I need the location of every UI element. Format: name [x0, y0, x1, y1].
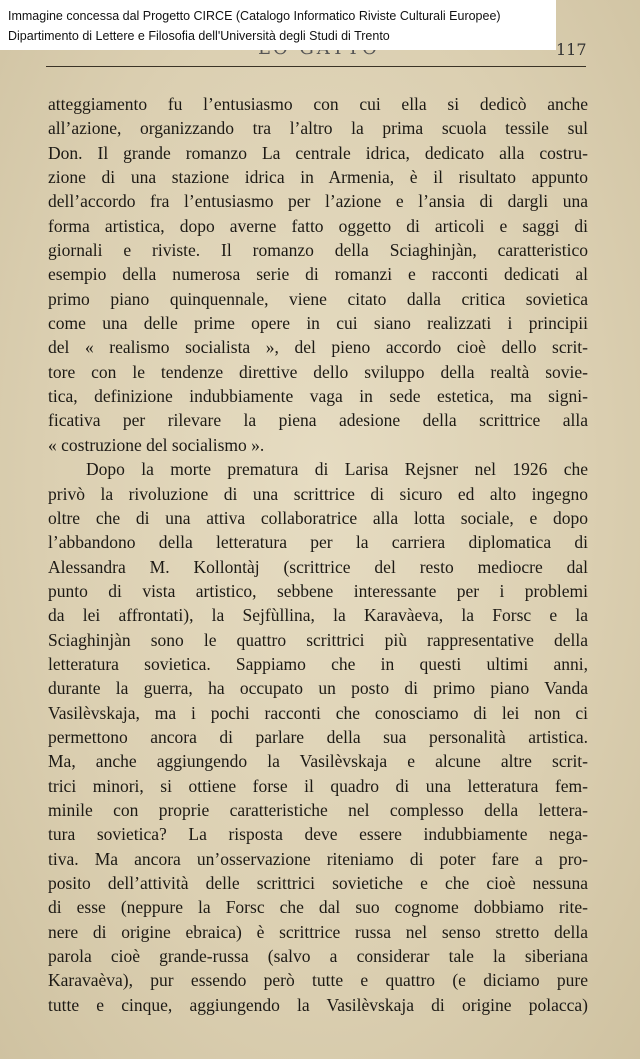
text-line: dell’accordo fra l’entusiasmo per l’azione e l’ansia di dargli una: [48, 191, 588, 212]
text-line: ficativa per rilevare la piena adesione della scrittrice alla: [48, 410, 588, 431]
text-line: Don. Il grande romanzo La centrale idrica, dedicato alla costru-: [48, 142, 588, 163]
text-line: Sciaghinjàn sono le quattro scrittrici più rappresentative della: [48, 629, 588, 650]
image-credit: [0, 0, 556, 50]
page-number: 117: [556, 40, 587, 59]
text-line: permettono ancora di parlare della sua personalità artistica.: [48, 726, 588, 747]
text-line: tura sovietica? La risposta deve essere indubbiamente nega-: [48, 824, 588, 845]
text-line: del « realismo socialista », del pieno accordo cioè dello scrit-: [48, 337, 588, 358]
text-line: tore con le tendenze direttive dello sviluppo della realtà sovie-: [48, 361, 588, 382]
text-line: durante la guerra, ha occupato un posto di primo piano Vanda: [48, 678, 588, 699]
text-line: all’azione, organizzando tra l’altro la prima scuola tessile sul: [48, 118, 588, 139]
text-line: minile con proprie caratteristiche nel complesso della lettera-: [48, 799, 588, 820]
text-line: letteratura sovietica. Sappiamo che in questi ultimi anni,: [48, 653, 588, 674]
text-line: giornali e riviste. Il romanzo della Sciaghinjàn, caratteristico: [48, 240, 588, 261]
paragraph: [48, 457, 588, 1017]
header-rule: [46, 66, 586, 67]
text-line: Dopo la morte prematura di Larisa Rejsner nel 1926 che: [86, 459, 588, 480]
text-line: trici minori, si ottiene forse il quadro di una letteratura fem-: [48, 775, 588, 796]
text-line: come una delle prime opere in cui siano realizzati i principii: [48, 313, 588, 334]
body-text: [48, 92, 588, 1017]
text-line: Karavaèva), pur essendo però tutte e quattro (e diciamo pure: [48, 970, 588, 991]
text-line: Alessandra M. Kollontàj (scrittrice del resto mediocre dal: [48, 556, 588, 577]
text-line: privò la rivoluzione di una scrittrice di sicuro ed alto ingegno: [48, 483, 588, 504]
text-line: « costruzione del socialismo ».: [48, 434, 265, 455]
credit-line-2: Dipartimento di Lettere e Filosofia dell'Università degli Studi di Trento: [8, 29, 390, 43]
text-line: oltre che di una attiva collaboratrice alla lotta sociale, e dopo: [48, 507, 588, 528]
text-line: forma artistica, dopo averne fatto oggetto di articoli e saggi di: [48, 215, 588, 236]
text-line: tiva. Ma ancora un’osservazione riteniamo di poter fare a pro-: [48, 848, 588, 869]
text-line: parola cioè grande-russa (salvo a considerar tale la siberiana: [48, 946, 588, 967]
text-line: esempio della numerosa serie di romanzi e racconti dedicati al: [48, 264, 588, 285]
text-line: l’abbandono della letteratura per la carriera diplomatica di: [48, 532, 588, 553]
credit-line-1: Immagine concessa dal Progetto CIRCE (Catalogo Informatico Riviste Culturali Europee): [8, 9, 501, 23]
paragraph: [48, 92, 588, 457]
text-line: da lei affrontati), la Sejfùllina, la Karavàeva, la Forsc e la: [48, 605, 588, 626]
text-line: di esse (neppure la Forsc che dal suo cognome dobbiamo rite-: [48, 897, 588, 918]
text-line: primo piano quinquennale, viene citato dalla critica sovietica: [48, 288, 588, 309]
text-line: nere di origine ebraica) è scrittrice russa nel senso stretto della: [48, 921, 588, 942]
text-line: atteggiamento fu l’entusiasmo con cui ella si dedicò anche: [48, 94, 588, 114]
text-line: tutte e cinque, aggiungendo la Vasilèvskaja di origine polacca): [48, 994, 588, 1015]
text-line: punto di vista artistico, sebbene interessante per i problemi: [48, 580, 588, 601]
text-line: Ma, anche aggiungendo la Vasilèvskaja e alcune altre scrit-: [48, 751, 588, 772]
text-line: zione di una stazione idrica in Armenia, è il risultato appunto: [48, 167, 588, 188]
text-line: tica, definizione indubbiamente vaga in sede estetica, ma signi-: [48, 386, 588, 407]
text-line: Vasilèvskaja, ma i pochi racconti che conosciamo di lei non ci: [48, 702, 588, 723]
text-line: posito dell’attività delle scrittrici sovietiche e che cioè nessuna: [48, 873, 588, 893]
